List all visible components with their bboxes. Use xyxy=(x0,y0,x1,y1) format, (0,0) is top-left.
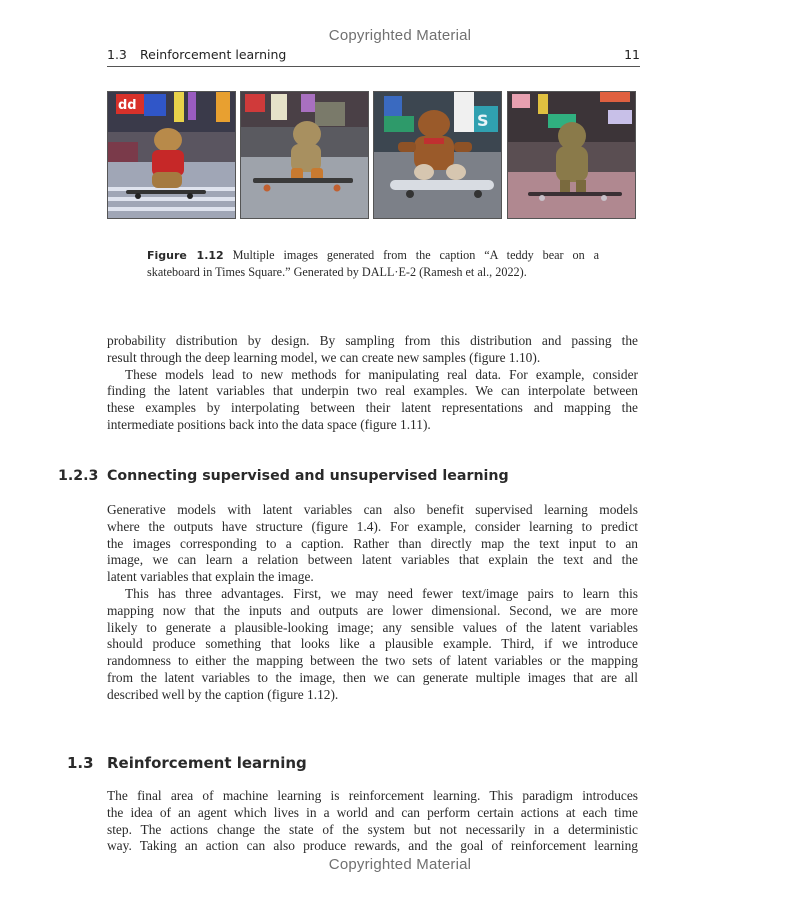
body-paragraph-continuation xyxy=(107,333,638,434)
figure-caption-label: Figure 1.12 xyxy=(147,249,224,262)
figure-caption-text-line1: Multiple images generated from the caption “A teddy bear on a xyxy=(232,248,599,262)
text-line: likely to generate a plausible-looking image; any sensible values of the latent variables xyxy=(107,619,638,635)
text-line: step. The actions change the state of the system but not necessarily in a deterministic xyxy=(107,821,638,837)
text-line: image, we can learn a relation between latent variables that explain the text and the xyxy=(107,552,638,568)
text-line: randomness to either the mapping between the two sets of latent variables or the mapping xyxy=(107,653,638,669)
text-line: these examples by interpolating between their latent representations and mapping the xyxy=(107,400,638,416)
section-heading-1-3 xyxy=(67,754,667,774)
text-line: mapping now that the inputs and outputs are lower dimensional. Second, we are more xyxy=(107,602,638,618)
copyright-watermark-bottom: Copyrighted Material xyxy=(328,856,472,873)
section-1-3-body xyxy=(107,788,638,855)
svg-text:dd: dd xyxy=(118,98,137,113)
running-head xyxy=(107,47,640,67)
section-number: 1.2.3 xyxy=(58,468,99,484)
text-line: Generative models with latent variables can also benefit supervised learning models xyxy=(107,502,638,517)
text-line: probability distribution by design. By sampling from this distribution and passing the xyxy=(107,333,638,348)
figure-image-4 xyxy=(507,91,636,219)
section-number: 1.3 xyxy=(67,754,94,772)
section-1-2-3-body xyxy=(107,502,638,704)
copyright-watermark-top: Copyrighted Material xyxy=(328,27,472,44)
text-line: the idea of an agent which lives in a world and can perform certain actions at each time xyxy=(107,804,638,820)
text-line: where the outputs have structure (figure 1.4). For example, consider learning to predict xyxy=(107,518,638,534)
page-number: 11 xyxy=(624,47,640,62)
running-head-section-title: Reinforcement learning xyxy=(140,47,287,62)
figure-caption-text-line2: skateboard in Times Square.” Generated by DALL·E-2 (Ramesh et al., 2022). xyxy=(147,265,527,279)
figure-image-2 xyxy=(240,91,369,219)
text-line: These models lead to new methods for manipulating real data. For example, consider xyxy=(125,366,638,382)
section-title: Connecting supervised and unsupervised learning xyxy=(107,468,509,484)
figure-image-1 xyxy=(107,91,236,219)
text-line: way. Taking an action can also produce rewards, and the goal of reinforcement learning xyxy=(107,838,638,854)
section-heading-1-2-3 xyxy=(58,468,658,488)
text-line: result through the deep learning model, we can create new samples (figure 1.10). xyxy=(107,349,541,365)
svg-text:S: S xyxy=(477,111,489,130)
text-line: from the latent variables to the image, then we can generate multiple images that are all xyxy=(107,669,638,685)
figure-caption xyxy=(147,247,599,280)
figure-image-3 xyxy=(373,91,502,219)
text-line: The final area of machine learning is reinforcement learning. This paradigm introduces xyxy=(107,788,638,803)
section-title: Reinforcement learning xyxy=(107,754,307,772)
text-line: intermediate positions back into the data space (figure 1.11). xyxy=(107,416,431,432)
text-line: This has three advantages. First, we may need fewer text/image pairs to learn this xyxy=(125,585,638,601)
text-line: the images corresponding to a caption. Rather than directly map the text input to an xyxy=(107,535,638,551)
running-head-section-number: 1.3 xyxy=(107,47,127,62)
text-line: finding the latent variables that underpin two real examples. We can interpolate between xyxy=(107,383,638,399)
text-line: should produce something that looks like a plausible example. Third, if we introduce xyxy=(107,636,638,652)
text-line: latent variables that explain the image. xyxy=(107,569,314,585)
text-line: described well by the caption (figure 1.12). xyxy=(107,686,339,702)
teddy-bear-image-4 xyxy=(508,92,635,218)
teddy-bear-image-1 xyxy=(108,92,235,218)
teddy-bear-image-3 xyxy=(374,92,501,218)
teddy-bear-image-2 xyxy=(241,92,368,218)
